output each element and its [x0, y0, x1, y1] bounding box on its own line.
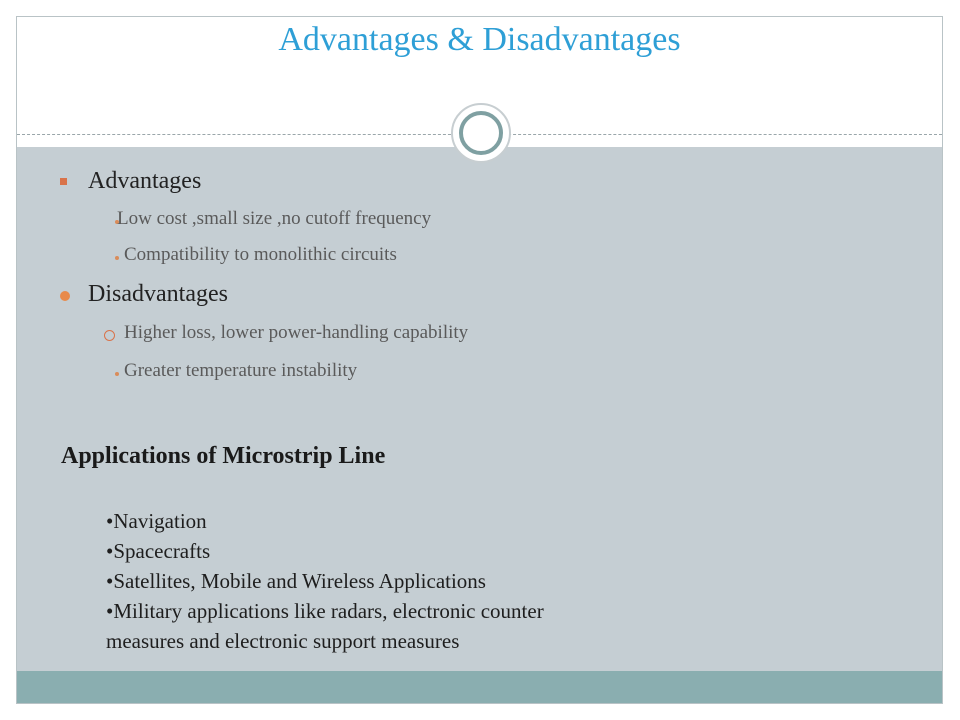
list-item: •Military applications like radars, electronic counter	[106, 599, 544, 623]
applications-list	[106, 506, 544, 656]
advantages-heading: Advantages	[88, 168, 202, 194]
list-item: •Satellites, Mobile and Wireless Applications	[106, 569, 486, 593]
disadvantage-item: Higher loss, lower power-handling capability	[124, 322, 469, 343]
advantage-item: Low cost ,small size ,no cutoff frequency	[117, 208, 432, 229]
footer-bar	[17, 671, 942, 703]
slide-title: Advantages & Disadvantages	[278, 21, 681, 58]
disadvantages-heading: Disadvantages	[88, 281, 228, 307]
dot-bullet-icon	[115, 372, 119, 376]
advantage-item: Compatibility to monolithic circuits	[124, 244, 397, 265]
list-item: •Navigation	[106, 509, 207, 533]
circle-bullet-icon	[60, 291, 70, 301]
applications-heading: Applications of Microstrip Line	[61, 443, 386, 469]
decorative-ring-icon	[459, 111, 503, 155]
dot-bullet-icon	[115, 256, 119, 260]
list-item: measures and electronic support measures	[106, 629, 460, 653]
disadvantage-item: Greater temperature instability	[124, 360, 358, 381]
list-item: •Spacecrafts	[106, 539, 211, 563]
square-bullet-icon	[60, 178, 67, 185]
ring-bullet-icon	[104, 330, 115, 341]
